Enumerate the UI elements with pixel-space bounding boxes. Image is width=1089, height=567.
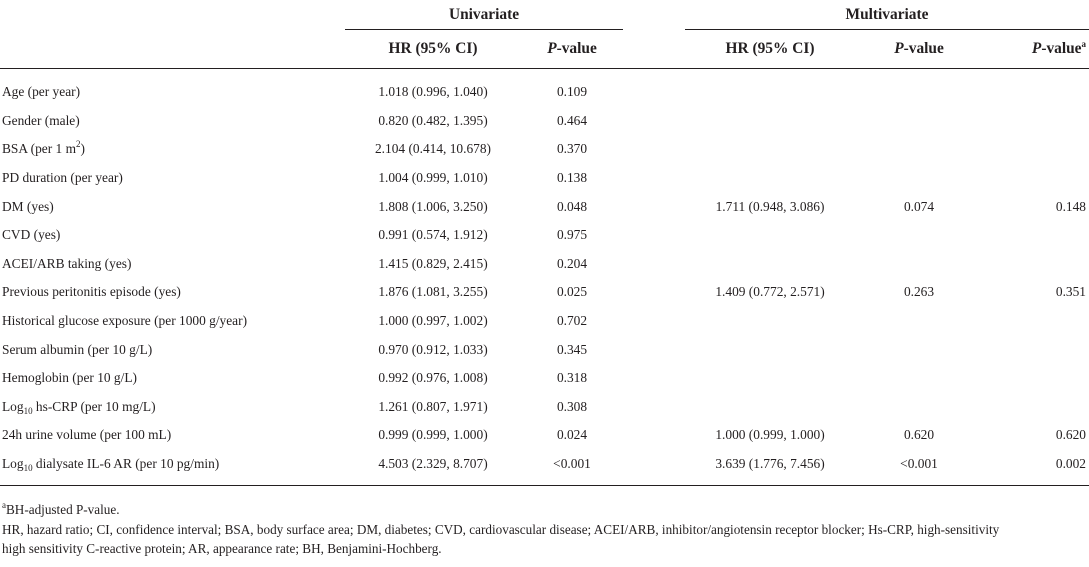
univariate-hr-cell: 0.970 (0.912, 1.033) [378, 341, 488, 357]
bottom-rule [0, 478, 1089, 486]
multivariate-pvalue-cell [855, 307, 983, 336]
multivariate-hr-cell [685, 393, 855, 422]
univariate-pvalue-cell: 0.345 [556, 341, 588, 357]
multivariate-adjusted-pvalue-cell [983, 364, 1089, 393]
univariate-pvalue-cell: 0.370 [556, 141, 588, 157]
footnote-abbreviations-cont: high sensitivity C-reactive protein; AR, appearance rate; BH, Benjamini-Hochberg. [2, 541, 442, 557]
multivariate-adjusted-pvalue-cell: 0.148 [1055, 198, 1087, 214]
univariate-pvalue-cell: 0.308 [556, 398, 588, 414]
multivariate-hr-cell: 1.000 (0.999, 1.000) [715, 427, 825, 443]
multivariate-pvalue-cell [855, 335, 983, 364]
univariate-hr-cell: 0.992 (0.976, 1.008) [378, 370, 488, 386]
multivariate-hr-cell: 1.711 (0.948, 3.086) [715, 198, 825, 214]
row-label: Previous peritonitis episode (yes) [2, 284, 181, 300]
multivariate-pvalue-cell [855, 250, 983, 279]
univariate-hr-cell: 1.018 (0.996, 1.040) [378, 84, 488, 100]
multivariate-header: Multivariate [685, 0, 1089, 30]
row-label: Age (per year) [2, 84, 81, 100]
multivariate-hr-cell [685, 78, 855, 107]
table-row [0, 335, 1089, 364]
row-label: Serum albumin (per 10 g/L) [2, 341, 153, 357]
multivariate-adjusted-pvalue-cell [983, 221, 1089, 250]
row-label: PD duration (per year) [2, 170, 123, 186]
gap-cell [623, 250, 685, 279]
univariate-pvalue-cell: 0.109 [556, 84, 588, 100]
table-row [0, 221, 1089, 250]
table-row [0, 364, 1089, 393]
univariate-hr-cell: 1.004 (0.999, 1.010) [378, 170, 488, 186]
univariate-pvalue-cell: 0.025 [556, 284, 588, 300]
gap-cell [623, 364, 685, 393]
multivariate-pvalue-cell [855, 393, 983, 422]
gap-cell [623, 221, 685, 250]
univariate-hr-cell: 1.876 (1.081, 3.255) [378, 284, 488, 300]
multivariate-pvalue-cell [855, 78, 983, 107]
row-label: ACEI/ARB taking (yes) [2, 255, 132, 271]
table-row [0, 307, 1089, 336]
table-row [0, 164, 1089, 193]
multivariate-adjusted-pvalue-cell [983, 78, 1089, 107]
univariate-hr-cell: 0.991 (0.574, 1.912) [378, 227, 488, 243]
univariate-pvalue-cell: 0.702 [556, 313, 588, 329]
multivariate-hr-cell: 3.639 (1.776, 7.456) [715, 456, 825, 472]
gap-cell [623, 107, 685, 136]
row-label: Log$_{10}$ hs-CRP (per 10 mg/L) [2, 398, 156, 416]
multivariate-adjusted-pvalue-cell [983, 164, 1089, 193]
multivariate-hr-cell [685, 135, 855, 164]
gap-cell [623, 421, 685, 450]
table-row [0, 393, 1089, 422]
univariate-pvalue-cell: 0.204 [556, 255, 588, 271]
gap-cell [623, 192, 685, 221]
multivariate-hr-cell [685, 164, 855, 193]
footnote-a: $^a$BH-adjusted P-value. [2, 500, 120, 517]
multivariate-pvalue-cell [855, 135, 983, 164]
table-row [0, 421, 1089, 450]
row-label: BSA (per 1 $m^2$) [2, 139, 85, 157]
multivariate-pvalue-header: P-value [894, 40, 944, 57]
multivariate-adjusted-pvalue-cell [983, 335, 1089, 364]
table-footnotes [2, 500, 1087, 559]
table-row [0, 107, 1089, 136]
multivariate-adjusted-pvalue-cell: 0.351 [1055, 284, 1087, 300]
footnote-abbreviations: HR, hazard ratio; CI, confidence interval; BSA, body surface area; DM, diabetes; CVD, cardiovascular disease; ACEI/ARB, inhibitor/angiotensin receptor blocker; Hs-CRP, high-sensitivity [2, 521, 1000, 537]
table-row [0, 78, 1089, 107]
univariate-pvalue-cell: 0.975 [556, 227, 588, 243]
multivariate-hr-cell [685, 250, 855, 279]
gap-cell [623, 78, 685, 107]
multivariate-hr-cell [685, 221, 855, 250]
table-row [0, 278, 1089, 307]
univariate-hr-cell: 0.999 (0.999, 1.000) [378, 427, 488, 443]
gap-cell [623, 135, 685, 164]
multivariate-adjusted-pvalue-cell: 0.620 [1055, 427, 1087, 443]
table-body [0, 78, 1089, 478]
multivariate-adjusted-pvalue-cell [983, 250, 1089, 279]
multivariate-hr-cell [685, 107, 855, 136]
multivariate-pvalue-cell: 0.263 [903, 284, 935, 300]
gap-cell [623, 164, 685, 193]
univariate-pvalue-cell: 0.318 [556, 370, 588, 386]
table-row [0, 250, 1089, 279]
univariate-hr-cell: 1.261 (0.807, 1.971) [378, 398, 488, 414]
univariate-hr-cell: 1.000 (0.997, 1.002) [378, 313, 488, 329]
univariate-hr-header: HR (95% CI) [388, 40, 478, 57]
table-row [0, 135, 1089, 164]
row-label: Hemoglobin (per 10 g/L) [2, 370, 137, 386]
univariate-pvalue-cell: 0.138 [556, 170, 588, 186]
row-label: Historical glucose exposure (per 1000 g/year) [2, 313, 248, 329]
multivariate-adjusted-pvalue-cell [983, 107, 1089, 136]
multivariate-adjusted-pvalue-cell: 0.002 [1055, 456, 1087, 472]
univariate-pvalue-cell: 0.464 [556, 112, 588, 128]
multivariate-pvalue-cell [855, 164, 983, 193]
multivariate-adjusted-pvalue-cell [983, 393, 1089, 422]
multivariate-hr-cell [685, 364, 855, 393]
multivariate-pvalue-cell [855, 364, 983, 393]
row-label: Gender (male) [2, 112, 80, 128]
multivariate-adjusted-pvalue-cell [983, 307, 1089, 336]
univariate-hr-cell: 1.808 (1.006, 3.250) [378, 198, 488, 214]
univariate-hr-cell: 1.415 (0.829, 2.415) [378, 255, 488, 271]
row-label: CVD (yes) [2, 227, 61, 243]
table-row [0, 192, 1089, 221]
multivariate-hr-header: HR (95% CI) [725, 40, 815, 57]
univariate-pvalue-header: P-value [547, 40, 597, 57]
univariate-pvalue-cell: <0.001 [553, 456, 591, 472]
multivariate-hr-cell [685, 335, 855, 364]
univariate-pvalue-cell: 0.024 [556, 427, 588, 443]
gap-cell [623, 393, 685, 422]
gap-cell [623, 278, 685, 307]
multivariate-pvalue-cell: <0.001 [900, 456, 938, 472]
gap-cell [623, 335, 685, 364]
univariate-hr-cell: 0.820 (0.482, 1.395) [378, 112, 488, 128]
univariate-hr-cell: 4.503 (2.329, 8.707) [378, 456, 488, 472]
row-label: DM (yes) [2, 198, 54, 214]
row-label: Log$_{10}$ dialysate IL-6 AR (per 10 pg/min) [2, 456, 220, 474]
univariate-pvalue-cell: 0.048 [556, 198, 588, 214]
multivariate-pvalue-cell: 0.620 [903, 427, 935, 443]
row-label: 24h urine volume (per 100 mL) [2, 427, 172, 443]
gap-cell [623, 450, 685, 479]
multivariate-adjusted-pvalue-cell [983, 135, 1089, 164]
multivariate-hr-cell: 1.409 (0.772, 2.571) [715, 284, 825, 300]
multivariate-pvalue-cell [855, 107, 983, 136]
multivariate-pvalue-cell: 0.074 [903, 198, 935, 214]
multivariate-hr-cell [685, 307, 855, 336]
multivariate-pvalue-cell [855, 221, 983, 250]
univariate-hr-cell: 2.104 (0.414, 10.678) [374, 141, 492, 157]
multivariate-adjusted-pvalue-header: P-value$^a$ [1031, 39, 1087, 57]
table-row [0, 450, 1089, 479]
univariate-header: Univariate [345, 0, 623, 30]
gap-cell [623, 307, 685, 336]
